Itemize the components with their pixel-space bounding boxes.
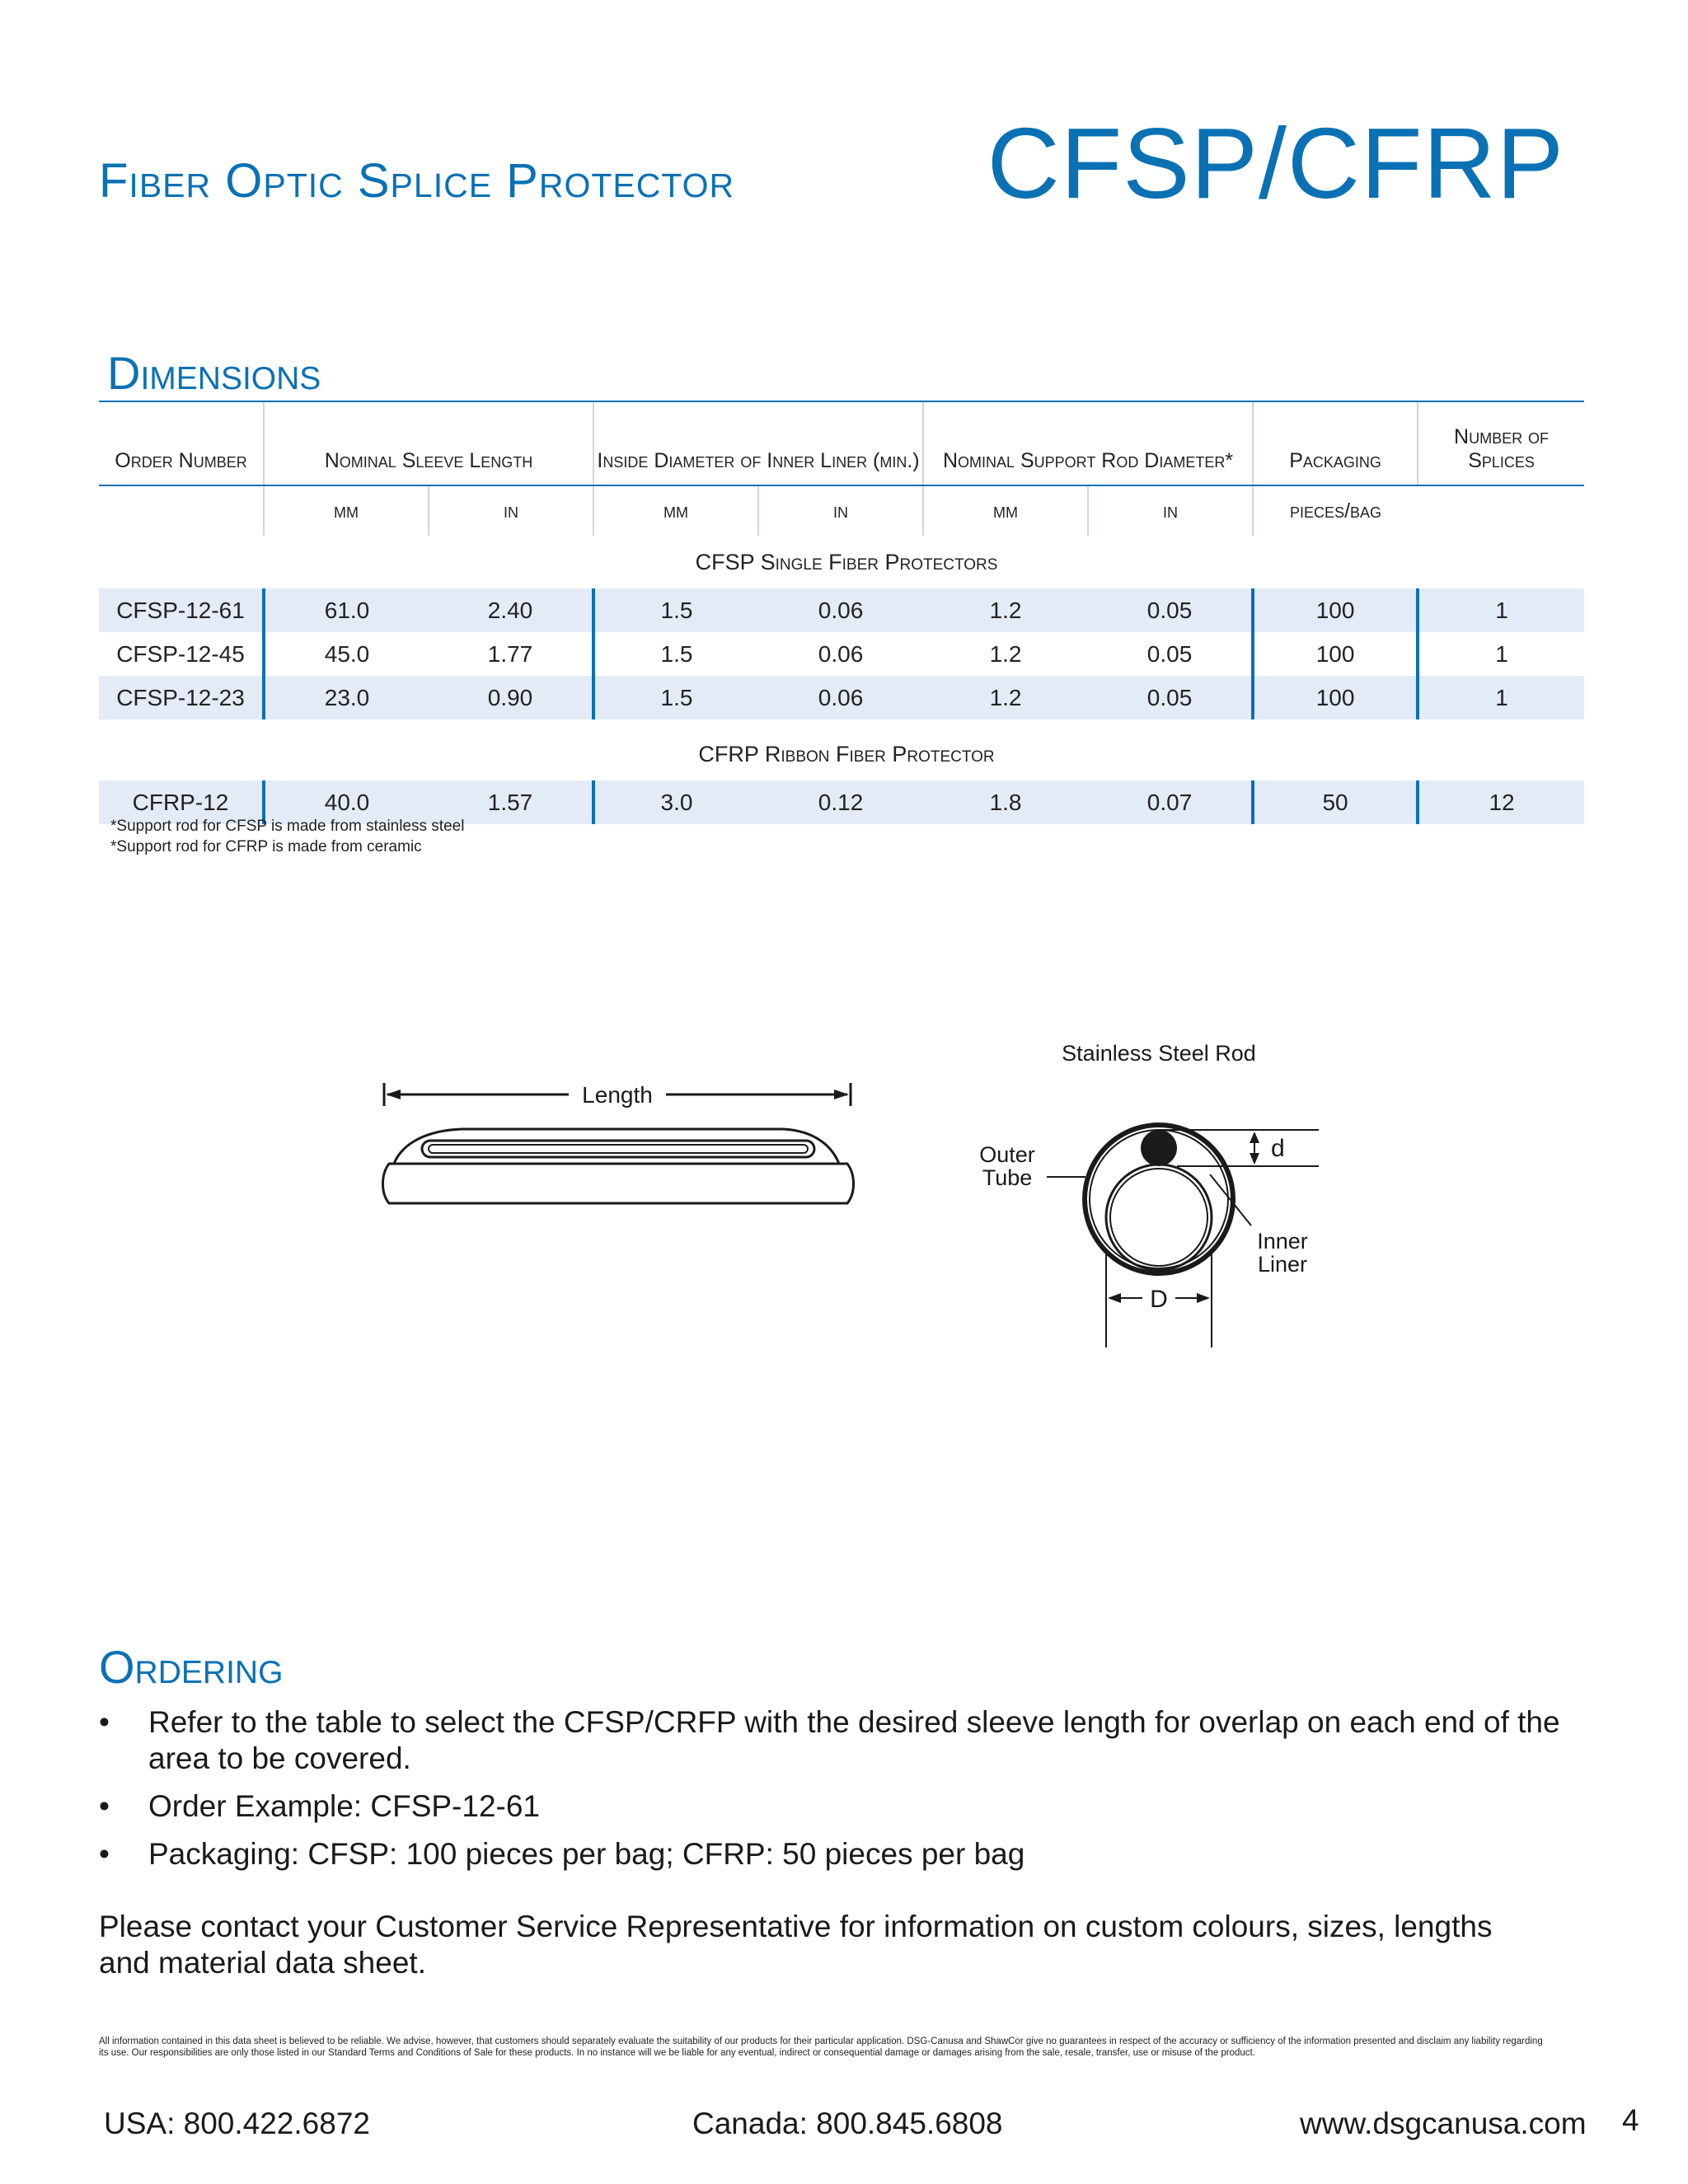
unit-empty bbox=[99, 485, 264, 536]
support-rod-circle bbox=[1141, 1130, 1177, 1166]
table-cell: 1.77 bbox=[487, 640, 533, 667]
group-label: CFRP Ribbon Fiber Protector bbox=[698, 741, 995, 766]
group-header-row bbox=[99, 728, 1584, 780]
arrowhead-right-icon bbox=[834, 1090, 849, 1099]
table-cell: 100 bbox=[1253, 676, 1418, 719]
col-packaging: Packaging bbox=[1253, 401, 1418, 485]
d-arrow-down-icon bbox=[1250, 1153, 1259, 1165]
d-arrow-up-icon bbox=[1250, 1132, 1259, 1143]
table-cell: 0.12 bbox=[758, 780, 923, 824]
page-number: 4 bbox=[1622, 2103, 1639, 2137]
document-subtitle: Fiber Optic Splice Protector bbox=[99, 154, 735, 208]
table-cell: 1.2 bbox=[923, 588, 1088, 632]
unit-cell: in bbox=[429, 485, 593, 536]
col-inner-liner: Inside Diameter of Inner Liner (min.) bbox=[593, 401, 923, 485]
table-cell: 61.0 bbox=[264, 588, 429, 632]
col-order-number: Order Number bbox=[99, 401, 264, 485]
sleeve-slot-inner bbox=[429, 1145, 808, 1153]
table-cell: 3.0 bbox=[593, 780, 758, 824]
footer-usa-phone: USA: 800.422.6872 bbox=[104, 2107, 370, 2140]
sleeve-length-diagram bbox=[371, 1071, 865, 1228]
sleeve-slot bbox=[422, 1141, 814, 1157]
table-cell: CFSP-12-61 bbox=[99, 588, 264, 632]
footer-website-link[interactable]: www.dsgcanusa.com bbox=[1300, 2107, 1587, 2140]
table-cell: 1.57 bbox=[429, 780, 593, 824]
D-arrow-right-icon bbox=[1197, 1293, 1210, 1303]
dimensions-table bbox=[99, 401, 1584, 824]
bullet-icon: • bbox=[99, 1837, 110, 1871]
table-cell: 40.0 bbox=[264, 780, 429, 824]
table-cell: 2.40 bbox=[429, 588, 593, 632]
list-item-text: Packaging: CFSP: 100 pieces per bag; CFRP: 50 pieces per bag bbox=[148, 1837, 1025, 1871]
table-cell: CFRP-12 bbox=[99, 780, 264, 824]
d-label: d bbox=[1271, 1135, 1285, 1162]
col-support-rod: Nominal Support Rod Diameter* bbox=[923, 401, 1253, 485]
table-cell: 0.07 bbox=[1088, 780, 1253, 824]
footer-canada-phone: Canada: 800.845.6808 bbox=[692, 2107, 1003, 2140]
group-header-row bbox=[99, 536, 1584, 588]
list-item bbox=[99, 1788, 1582, 1825]
footnote: *Support rod for CFRP is made from ceramic bbox=[110, 838, 422, 855]
spacer-cell bbox=[99, 719, 1584, 728]
unit-cell: mm bbox=[923, 485, 1088, 536]
unit-cell: in bbox=[1088, 485, 1253, 536]
table-cell: 12 bbox=[1418, 780, 1584, 824]
list-item-text: Refer to the table to select the CFSP/CRFP with the desired sleeve length for overlap on each end of the area to be covered. bbox=[148, 1705, 1560, 1775]
bullet-icon: • bbox=[99, 1705, 110, 1739]
stainless-steel-rod-label: Stainless Steel Rod bbox=[1062, 1041, 1256, 1066]
table-cell: 0.05 bbox=[1146, 640, 1193, 667]
table-header-row bbox=[99, 401, 1584, 485]
D-arrow-left-icon bbox=[1108, 1293, 1121, 1303]
dimensions-heading: Dimensions bbox=[107, 347, 321, 399]
cross-section-diagram bbox=[964, 1034, 1360, 1364]
table-cell: 0.06 bbox=[758, 676, 923, 719]
inner-liner-circle bbox=[1106, 1165, 1212, 1270]
list-item-text: Order Example: CFSP-12-61 bbox=[148, 1789, 541, 1823]
legal-disclaimer: All information contained in this data sheet is believed to be reliable. We advise, however, that customers should separately evaluate the suitability of our products for their particular application. DSG-Canusa and ShawCor give no guarantees in respect of the accuracy or sufficiency of the information presented and disclaim any liability regarding its use. Our responsibilities are only those listed in our Standard Terms and Conditions of Sale for these products. In no instance will we be liable for any eventual, indirect or consequential damage or damages arising from the sale, resale, transfer, use or misuse of the product. bbox=[99, 2036, 1543, 2058]
table-cell: 1.8 bbox=[923, 780, 1088, 824]
table-cell: 50 bbox=[1253, 780, 1418, 824]
col-sleeve-length: Nominal Sleeve Length bbox=[264, 401, 593, 485]
arrowhead-left-icon bbox=[386, 1090, 401, 1099]
col-splices: Number of Splices bbox=[1418, 401, 1584, 485]
table-cell: 1 bbox=[1418, 676, 1584, 719]
spacer-row bbox=[99, 719, 1584, 728]
footnote: *Support rod for CFSP is made from stainless steel bbox=[110, 818, 465, 835]
table-cell: 1.5 bbox=[593, 632, 758, 676]
table-row bbox=[99, 632, 1584, 676]
table-units-row bbox=[99, 485, 1584, 536]
unit-cell: in bbox=[758, 485, 923, 536]
list-item bbox=[99, 1704, 1582, 1777]
table-cell: 0.90 bbox=[429, 676, 593, 719]
table-cell: 45.0 bbox=[264, 632, 429, 676]
table-cell: 1.5 bbox=[593, 676, 758, 719]
group-label: CFSP Single Fiber Protectors bbox=[695, 549, 998, 574]
unit-cell: mm bbox=[264, 485, 429, 536]
table-cell: 1.2 bbox=[923, 676, 1088, 719]
table-cell: 0.05 bbox=[1088, 676, 1253, 719]
table-cell: 0.06 bbox=[818, 640, 864, 667]
table-row bbox=[99, 588, 1584, 632]
inner-liner-label-line1: Inner bbox=[1257, 1229, 1308, 1254]
product-code-title: CFSP/CFRP bbox=[987, 107, 1564, 219]
table-cell: 1.5 bbox=[593, 588, 758, 632]
unit-cell: pieces/bag bbox=[1253, 485, 1418, 536]
inner-liner-label-line2: Liner bbox=[1257, 1252, 1308, 1277]
table-cell: 23.0 bbox=[264, 676, 429, 719]
ordering-heading: Ordering bbox=[99, 1641, 284, 1693]
table-cell: CFSP-12-45 bbox=[116, 640, 245, 667]
table-cell: 1 bbox=[1418, 632, 1584, 676]
sleeve-top-outline bbox=[394, 1129, 839, 1164]
sleeve-body-outline bbox=[383, 1164, 854, 1203]
table-cell: CFSP-12-23 bbox=[99, 676, 264, 719]
unit-empty bbox=[1418, 485, 1584, 536]
D-label: D bbox=[1150, 1286, 1168, 1313]
table-row bbox=[99, 676, 1584, 719]
inner-liner-inner-edge bbox=[1110, 1169, 1207, 1266]
table-footnotes bbox=[110, 816, 464, 857]
outer-tube-label-line1: Outer bbox=[979, 1142, 1035, 1167]
bullet-icon: • bbox=[99, 1789, 110, 1823]
length-label: Length bbox=[582, 1082, 653, 1108]
ordering-list bbox=[99, 1704, 1582, 1884]
table-cell: 0.06 bbox=[758, 588, 923, 632]
table-cell: 100 bbox=[1253, 588, 1418, 632]
unit-cell: mm bbox=[593, 485, 758, 536]
outer-tube-label-line2: Tube bbox=[982, 1165, 1033, 1190]
table-cell: 100 bbox=[1253, 632, 1418, 676]
list-item bbox=[99, 1836, 1582, 1872]
table-cell: 1.2 bbox=[989, 640, 1022, 667]
table-cell: 1 bbox=[1418, 588, 1584, 632]
contact-note: Please contact your Customer Service Representative for information on custom colours, sizes, lengths and material data sheet. bbox=[99, 1910, 1493, 1980]
table-cell: 0.05 bbox=[1088, 588, 1253, 632]
